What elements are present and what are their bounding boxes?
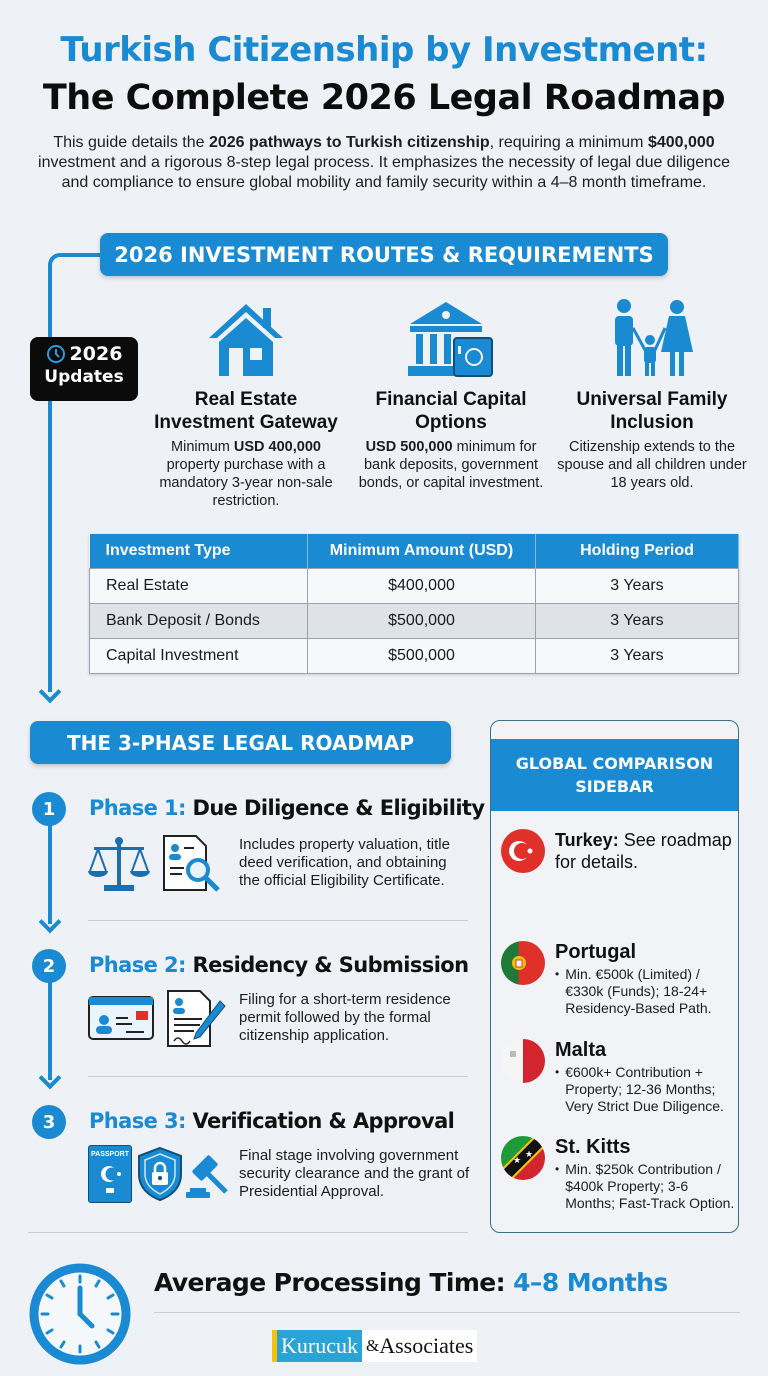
- phase-title-text: Residency & Submission: [192, 953, 469, 977]
- country-name: St. Kitts: [555, 1136, 631, 1158]
- company-logo: [272, 1330, 477, 1362]
- arrow-down-icon: [39, 681, 62, 704]
- residence-card-icon: [88, 996, 154, 1040]
- intro-bold: 2026 pathways to Turkish citizenship: [208, 134, 490, 151]
- phase-label: Phase 2:: [89, 953, 186, 977]
- malta-flag-icon: [501, 1039, 545, 1083]
- updates-label: Updates: [44, 367, 124, 387]
- country-name: Turkey:: [555, 830, 619, 850]
- family-icon: [607, 298, 697, 378]
- bullet-icon: •: [555, 967, 560, 981]
- divider: [88, 1076, 468, 1077]
- route-title: Universal Family Inclusion: [576, 389, 728, 433]
- intro-text: , requiring a minimum: [489, 134, 648, 151]
- phase-label: Phase 1:: [89, 796, 186, 820]
- svg-text:★: ★: [513, 1155, 522, 1165]
- table-cell: Capital Investment: [90, 638, 308, 673]
- shield-lock-icon: [137, 1146, 183, 1202]
- updates-badge: [30, 337, 138, 401]
- updates-year: 2026: [69, 343, 123, 365]
- clock-icon: [46, 344, 66, 364]
- bank-safe-icon: [406, 300, 496, 378]
- route-title: Real Estate Investment Gateway: [154, 389, 338, 433]
- arrow-down-icon: [39, 911, 62, 934]
- crescent-star-icon: [89, 1158, 133, 1198]
- phase-desc: Filing for a short-term residence permit followed by the formal citizenship application.: [239, 991, 451, 1044]
- passport-icon: [88, 1145, 132, 1203]
- timeline-line: [48, 824, 52, 924]
- processing-label: Average Processing Time:: [154, 1268, 514, 1297]
- bullet-icon: •: [555, 1065, 560, 1079]
- route-desc: USD 500,000 minimum for bank deposits, government bonds, or capital investment.: [358, 439, 544, 491]
- table-cell: $400,000: [308, 568, 536, 603]
- country-name: Malta: [555, 1039, 607, 1061]
- table-cell: 3 Years: [536, 638, 739, 673]
- st-kitts-flag-icon: [501, 1136, 545, 1180]
- column-header: Minimum Amount (USD): [308, 534, 536, 568]
- route-desc: Minimum USD 400,000 property purchase with a mandatory 3-year non-sale restriction.: [159, 439, 333, 509]
- intro-text: This guide details the: [53, 134, 209, 151]
- table-row: [90, 638, 739, 673]
- intro-text: investment and a rigorous 8-step legal process. It emphasizes the necessity of legal due diligence and compliance to ensure global mobility and family security within a 4–8 month timeframe.: [38, 154, 730, 191]
- processing-value: 4–8 Months: [513, 1268, 668, 1297]
- phase-title-text: Due Diligence & Eligibility: [192, 796, 485, 820]
- phase-title: [89, 1109, 454, 1133]
- timeline-line: [48, 980, 52, 1080]
- country-text: Min. $250k Contribution / $400k Property; 3-6 Months; Fast-Track Option.: [565, 1161, 735, 1211]
- route-desc: Citizenship extends to the spouse and all children under 18 years old.: [557, 439, 747, 491]
- route-title: Financial Capital Options: [375, 389, 527, 433]
- phase-number: 3: [32, 1105, 66, 1139]
- phase-title: [89, 953, 468, 977]
- divider: [154, 1312, 740, 1313]
- logo-part1: Kurucuk: [277, 1330, 362, 1362]
- country-name: Portugal: [555, 941, 637, 963]
- roadmap-banner: THE 3-PHASE LEGAL ROADMAP: [30, 721, 451, 764]
- column-header: Holding Period: [536, 534, 739, 568]
- table-cell: Real Estate: [90, 568, 308, 603]
- investment-routes-banner: 2026 INVESTMENT ROUTES & REQUIREMENTS: [100, 233, 668, 276]
- phase-number: 2: [32, 949, 66, 983]
- bullet-icon: •: [555, 1162, 560, 1176]
- scales-of-justice-icon: [88, 835, 150, 893]
- page-title-line1: Turkish Citizenship by Investment:: [60, 30, 708, 70]
- logo-part2: Associates: [379, 1333, 474, 1358]
- country-text: €600k+ Contribution + Property; 12-36 Months; Very Strict Due Diligence.: [565, 1064, 724, 1114]
- signed-document-icon: [166, 989, 226, 1049]
- clock-icon: [28, 1262, 132, 1366]
- phase-title: [89, 796, 484, 820]
- table-row: [90, 603, 739, 638]
- table-cell: $500,000: [308, 638, 536, 673]
- phase-number: 1: [32, 792, 66, 826]
- route-family-inclusion: [552, 298, 752, 492]
- logo-amp: &: [365, 1336, 380, 1355]
- passport-label: PASSPORT: [91, 1151, 129, 1158]
- phase-desc: Includes property valuation, title deed verification, and obtaining the official Eligibility Certificate.: [239, 836, 450, 889]
- document-search-icon: [162, 834, 224, 894]
- turkey-flag-icon: [501, 829, 545, 873]
- table-row: [90, 568, 739, 603]
- route-real-estate: [146, 298, 346, 510]
- page-title-line2: The Complete 2026 Legal Roadmap: [42, 78, 726, 118]
- column-header: Investment Type: [90, 534, 308, 568]
- portugal-flag-icon: [501, 941, 545, 985]
- table-cell: 3 Years: [536, 603, 739, 638]
- country-text: See roadmap for details.: [555, 830, 732, 872]
- house-icon: [205, 300, 287, 378]
- timeline-corner: [48, 253, 104, 283]
- investment-table: [89, 534, 739, 674]
- sidebar-title: GLOBAL COMPARISON SIDEBAR: [491, 739, 738, 811]
- table-cell: 3 Years: [536, 568, 739, 603]
- phase-label: Phase 3:: [89, 1109, 186, 1133]
- intro-paragraph: [24, 133, 744, 193]
- divider: [88, 920, 468, 921]
- table-cell: $500,000: [308, 603, 536, 638]
- global-comparison-sidebar: [490, 720, 739, 1233]
- processing-time: [154, 1268, 668, 1297]
- intro-bold: $400,000: [647, 134, 715, 151]
- svg-text:★: ★: [525, 1149, 534, 1159]
- table-cell: Bank Deposit / Bonds: [90, 603, 308, 638]
- phase-desc: Final stage involving government security clearance and the grant of Presidential Approval.: [239, 1147, 470, 1200]
- route-financial-capital: [351, 298, 551, 492]
- phase-title-text: Verification & Approval: [192, 1109, 455, 1133]
- arrow-down-icon: [39, 1067, 62, 1090]
- divider: [28, 1232, 468, 1233]
- gavel-icon: [180, 1150, 232, 1202]
- country-text: Min. €500k (Limited) / €330k (Funds); 18-24+ Residency-Based Path.: [565, 966, 712, 1016]
